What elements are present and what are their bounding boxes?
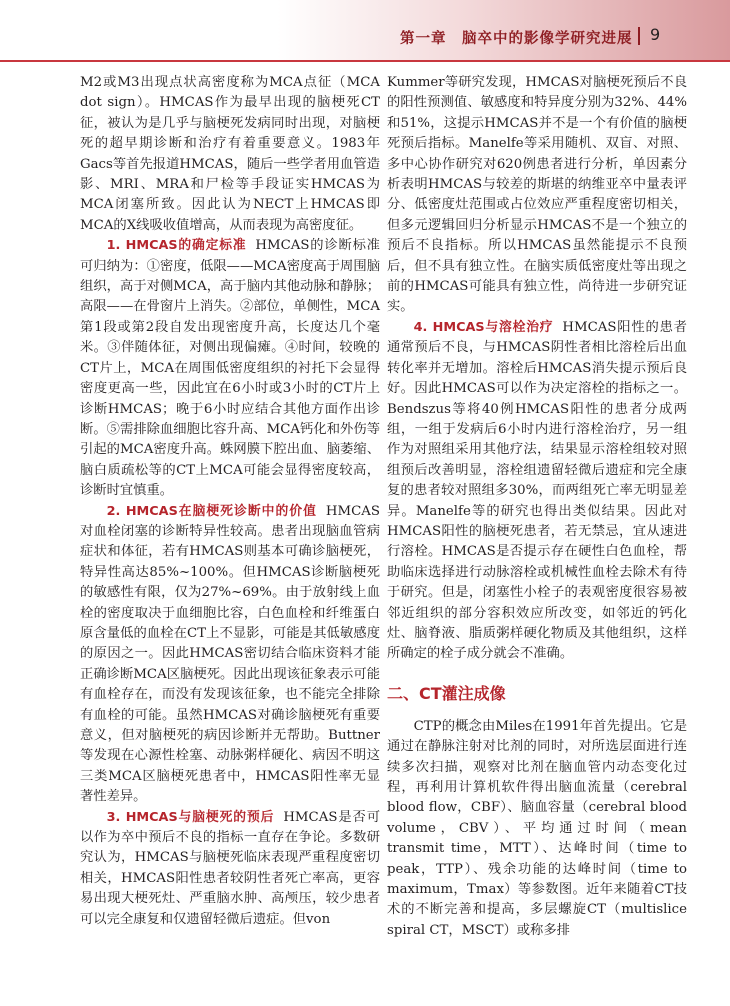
- right-column: [387, 73, 687, 941]
- ct-perfusion-heading: 二、CT灌注成像: [387, 683, 506, 703]
- section-4-text: HMCAS阳性的患者通常预后不良，与HMCAS阴性者相比溶栓后出血转化率并无增加。溶栓后HMCAS消失提示预后良好。因此HMCAS可以作为决定溶栓的指标之一。Bendszus等将40例HMCAS阳性的患者分成两组，一组于发病后6小时内进行溶栓治疗，另一组作为对照组采用其他疗法，结果显示溶栓组较对照组预后改善明显，溶栓组遗留轻微后遗症和完全康复的患者较对照组多30%，而两组死亡率无明显差异。Manelfe等的研究也得出类似结果。因此对HMCAS阳性的脑梗死患者，若无禁忌，宜从速进行溶栓。HMCAS是否提示存在硬性白色血栓，帮助临床选择进行动脉溶栓或机械性血栓去除术有待于研究。但是，闭塞性小栓子的表观密度很容易被邻近组织的部分容积效应所改变，如邻近的钙化灶、脑脊液、脂质粥样硬化物质及其他组织，这样所确定的栓子成分就会不准确。: [387, 319, 687, 662]
- section-2-heading: 2. HMCAS在脑梗死诊断中的价值: [106, 503, 317, 519]
- header-separator: [638, 27, 640, 45]
- chapter-title: 第一章 脑卒中的影像学研究进展: [400, 30, 633, 47]
- section-1-heading: 1. HMCAS的确定标准: [106, 238, 247, 254]
- page-number: 9: [650, 25, 661, 44]
- header-rule: [0, 60, 730, 62]
- section-3-paragraph: [80, 808, 380, 930]
- section-2-text: HMCAS对血栓闭塞的诊断特异性较高。患者出现脑血管病症状和体征，若有HMCAS则基本可确诊脑梗死，特异性高达85%~100%。但HMCAS诊断脑梗死的敏感性有限，仅为27%~69%。由于放射线上血栓的密度取决于血细胞比容，白色血栓和纤维蛋白原含量低的血栓在CT上不显影，可能是其低敏感度的原因之一。因此HMCAS密切结合临床资料才能正确诊断MCA区脑梗死。因此出现该征象表示可能有血栓存在，而没有发现该征象，也不能完全排除有血栓的可能。虽然HMCAS对确诊脑梗死有重要意义，但对脑梗死的病因诊断并无帮助。Buttner等发现在心源性栓塞、动脉粥样硬化、病因不明这三类MCA区脑梗死患者中，HMCAS阳性率无显著性差异。: [80, 503, 380, 805]
- section-3-heading: 3. HMCAS与脑梗死的预后: [106, 809, 275, 825]
- section-1-paragraph: [80, 236, 380, 501]
- ct-perfusion-paragraph: CTP的概念由Miles在1991年首先提出。它是通过在静脉注射对比剂的同时，对所选层面进行连续多次扫描，观察对比剂在脑血管内动态变化过程，再利用计算机软件得出脑血流量（cerebral blood flow，CBF）、脑血容量（cerebral blood volume，CBV）、平均通过时间（mean transmit time，MTT）、达峰时间（time to peak，TTP）、残余功能的达峰时间（time to maximum，Tmax）等参数图。近年来随着CT技术的不断完善和提高，多层螺旋CT（multislice spiral CT，MSCT）或称多排: [387, 718, 687, 938]
- section-4-paragraph: [387, 318, 687, 665]
- section-3-text: HMCAS是否可以作为卒中预后不良的指标一直存在争论。多数研究认为，HMCAS与脑梗死临床表现严重程度密切相关，HMCAS阳性患者较阴性者死亡率高，更容易出现大梗死灶、严重脑水肿、高颅压，较少患者可以完全康复和仅遗留轻微后遗症。但von: [80, 809, 380, 927]
- section-1-text: HMCAS的诊断标准可归纳为：①密度，低限——MCA密度高于周围脑组织，高于对侧MCA，高于脑内其他动脉和静脉；高限——在骨窗片上消失。②部位，单侧性，MCA第1段或第2段自发出现密度升高，长度达几个毫米。③伴随体征，对侧出现偏瘫。④时间，较晚的CT片上，MCA在周围低密度组织的衬托下会显得密度更高一些，因此宜在6小时或3小时的CT片上诊断HMCAS；晚于6小时应结合其他方面作出诊断。⑤需排除血细胞比容升高、MCA钙化和外伤等引起的MCA密度升高。蛛网膜下腔出血、脑萎缩、脑白质疏松等的CT上MCA可能会显得密度较高，诊断时宜慎重。: [80, 238, 380, 499]
- continuation-paragraph: Kummer等研究发现，HMCAS对脑梗死预后不良的阳性预测值、敏感度和特异度分别为32%、44%和51%，这提示HMCAS并不是一个有价值的脑梗死预后指标。Manelfe等采用随机、双盲、对照、多中心协作研究对620例患者进行分析，单因素分析表明HMCAS与较差的斯堪的纳维亚卒中量表评分、低密度灶范围或占位效应严重程度密切相关，但多元逻辑回归分析显示HMCAS不是一个独立的预后不良指标。所以HMCAS虽然能提示不良预后，但不具有独立性。在脑实质低密度灶等出现之前的HMCAS可能具有独立性，尚待进一步研究证实。: [387, 75, 687, 315]
- section-4-heading: 4. HMCAS与溶栓治疗: [413, 319, 554, 335]
- intro-paragraph: M2或M3出现点状高密度称为MCA点征（MCA dot sign）。HMCAS作为最早出现的脑梗死CT征，被认为是几乎与脑梗死发病同时出现，对脑梗死的超早期诊断和治疗有着重要意义。1983年Gacs等首先报道HMCAS，随后一些学者用血管造影、MRI、MRA和尸检等手段证实HMCAS为MCA闭塞所致。因此认为NECT上HMCAS即MCA的X线吸收值增高，从而表现为高密度征。: [80, 75, 380, 233]
- left-column: [80, 73, 380, 930]
- section-2-paragraph: [80, 502, 380, 808]
